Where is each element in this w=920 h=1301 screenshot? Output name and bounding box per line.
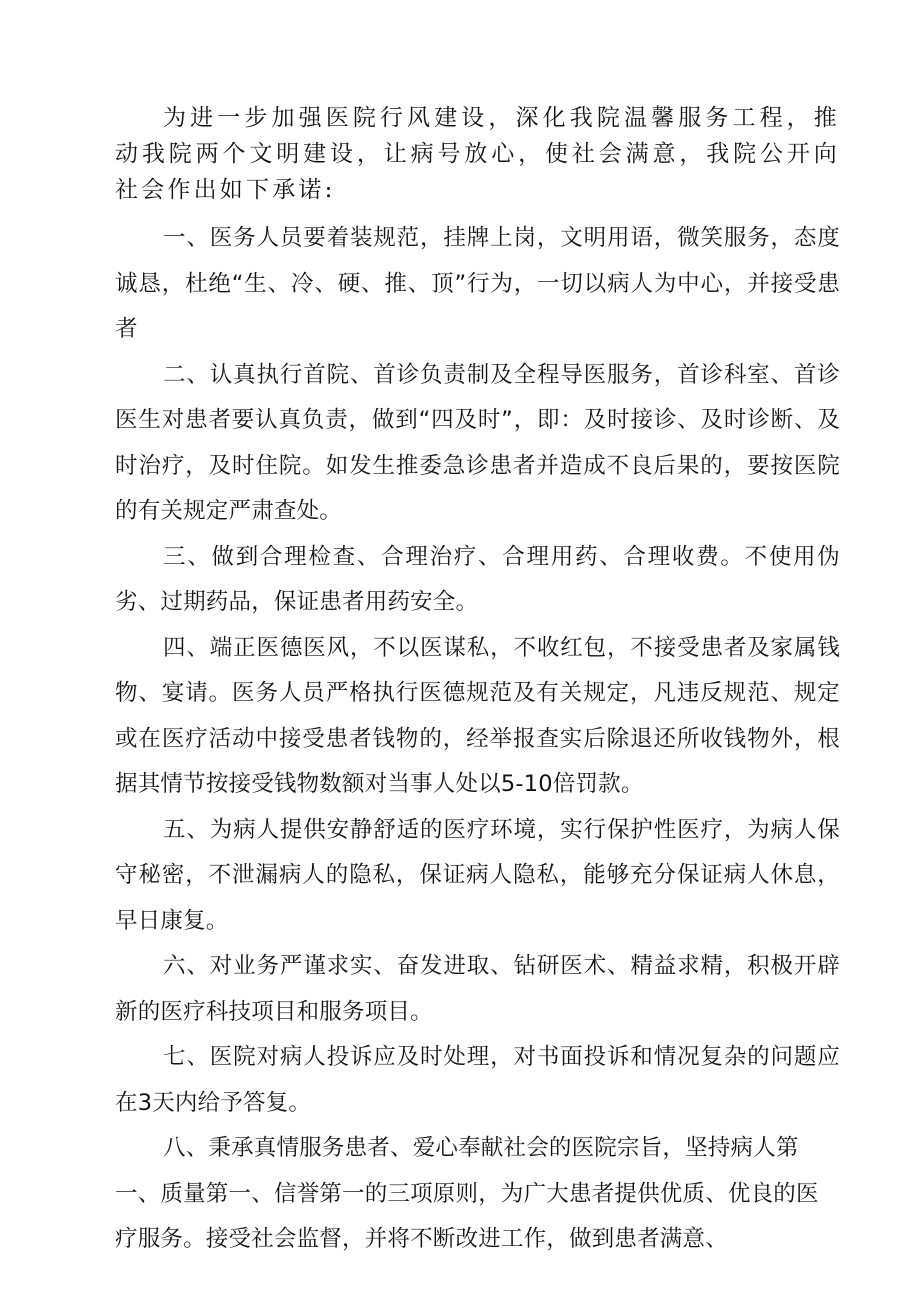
clause-5: 五、为病人提供安静舒适的医疗环境，实行保护性医疗，为病人保守秘密，不泄漏病人的隐私，保证病人隐私，能够充分保证病人休息，早日康复。 (115, 816, 840, 934)
clause-1: 一、医务人员要着装规范，挂牌上岗，文明用语，微笑服务，态度诚恳，杜绝“生、冷、硬、推、顶”行为，一切以病人为中心，并接受患者 (115, 225, 840, 342)
intro-paragraph: 为进一步加强医院行风建设，深化我院温馨服务工程，推动我院两个文明建设，让病号放心，使社会满意，我院公开向社会作出如下承诺: (115, 105, 840, 203)
clause-6: 六、对业务严谨求实、奋发进取、钻研医术、精益求精，积极开辟新的医疗科技项目和服务项目。 (115, 953, 840, 1025)
clause-4: 四、端正医德医风，不以医谋私，不收红包，不接受患者及家属钱物、宴请。医务人员严格执行医德规范及有关规定，凡违反规范、规定或在医疗活动中接受患者钱物的，经举报查实后除退还所收钱物外，根据其情节按接受钱物数额对当事人处以5-10倍罚款。 (115, 634, 840, 797)
clause-7: 七、医院对病人投诉应及时处理，对书面投诉和情况复杂的问题应在3天内给予答复。 (115, 1044, 840, 1116)
clause-3: 三、做到合理检查、合理治疗、合理用药、合理收费。不使用伪劣、过期药品，保证患者用药安全。 (115, 543, 840, 615)
clause-8: 八、秉承真情服务患者、爱心奉献社会的医院宗旨，坚持病人第一、质量第一、信誉第一的三项原则，为广大患者提供优质、优良的医疗服务。接受社会监督，并将不断改进工作，做到患者满意、 (115, 1135, 819, 1252)
clause-2: 二、认真执行首院、首诊负责制及全程导医服务，首诊科室、首诊医生对患者要认真负责，做到“四及时”，即：及时接诊、及时诊断、及时治疗，及时住院。如发生推委急诊患者并造成不良后果的，要按医院的有关规定严肃查处。 (115, 361, 840, 524)
commitment-text (115, 100, 840, 1263)
